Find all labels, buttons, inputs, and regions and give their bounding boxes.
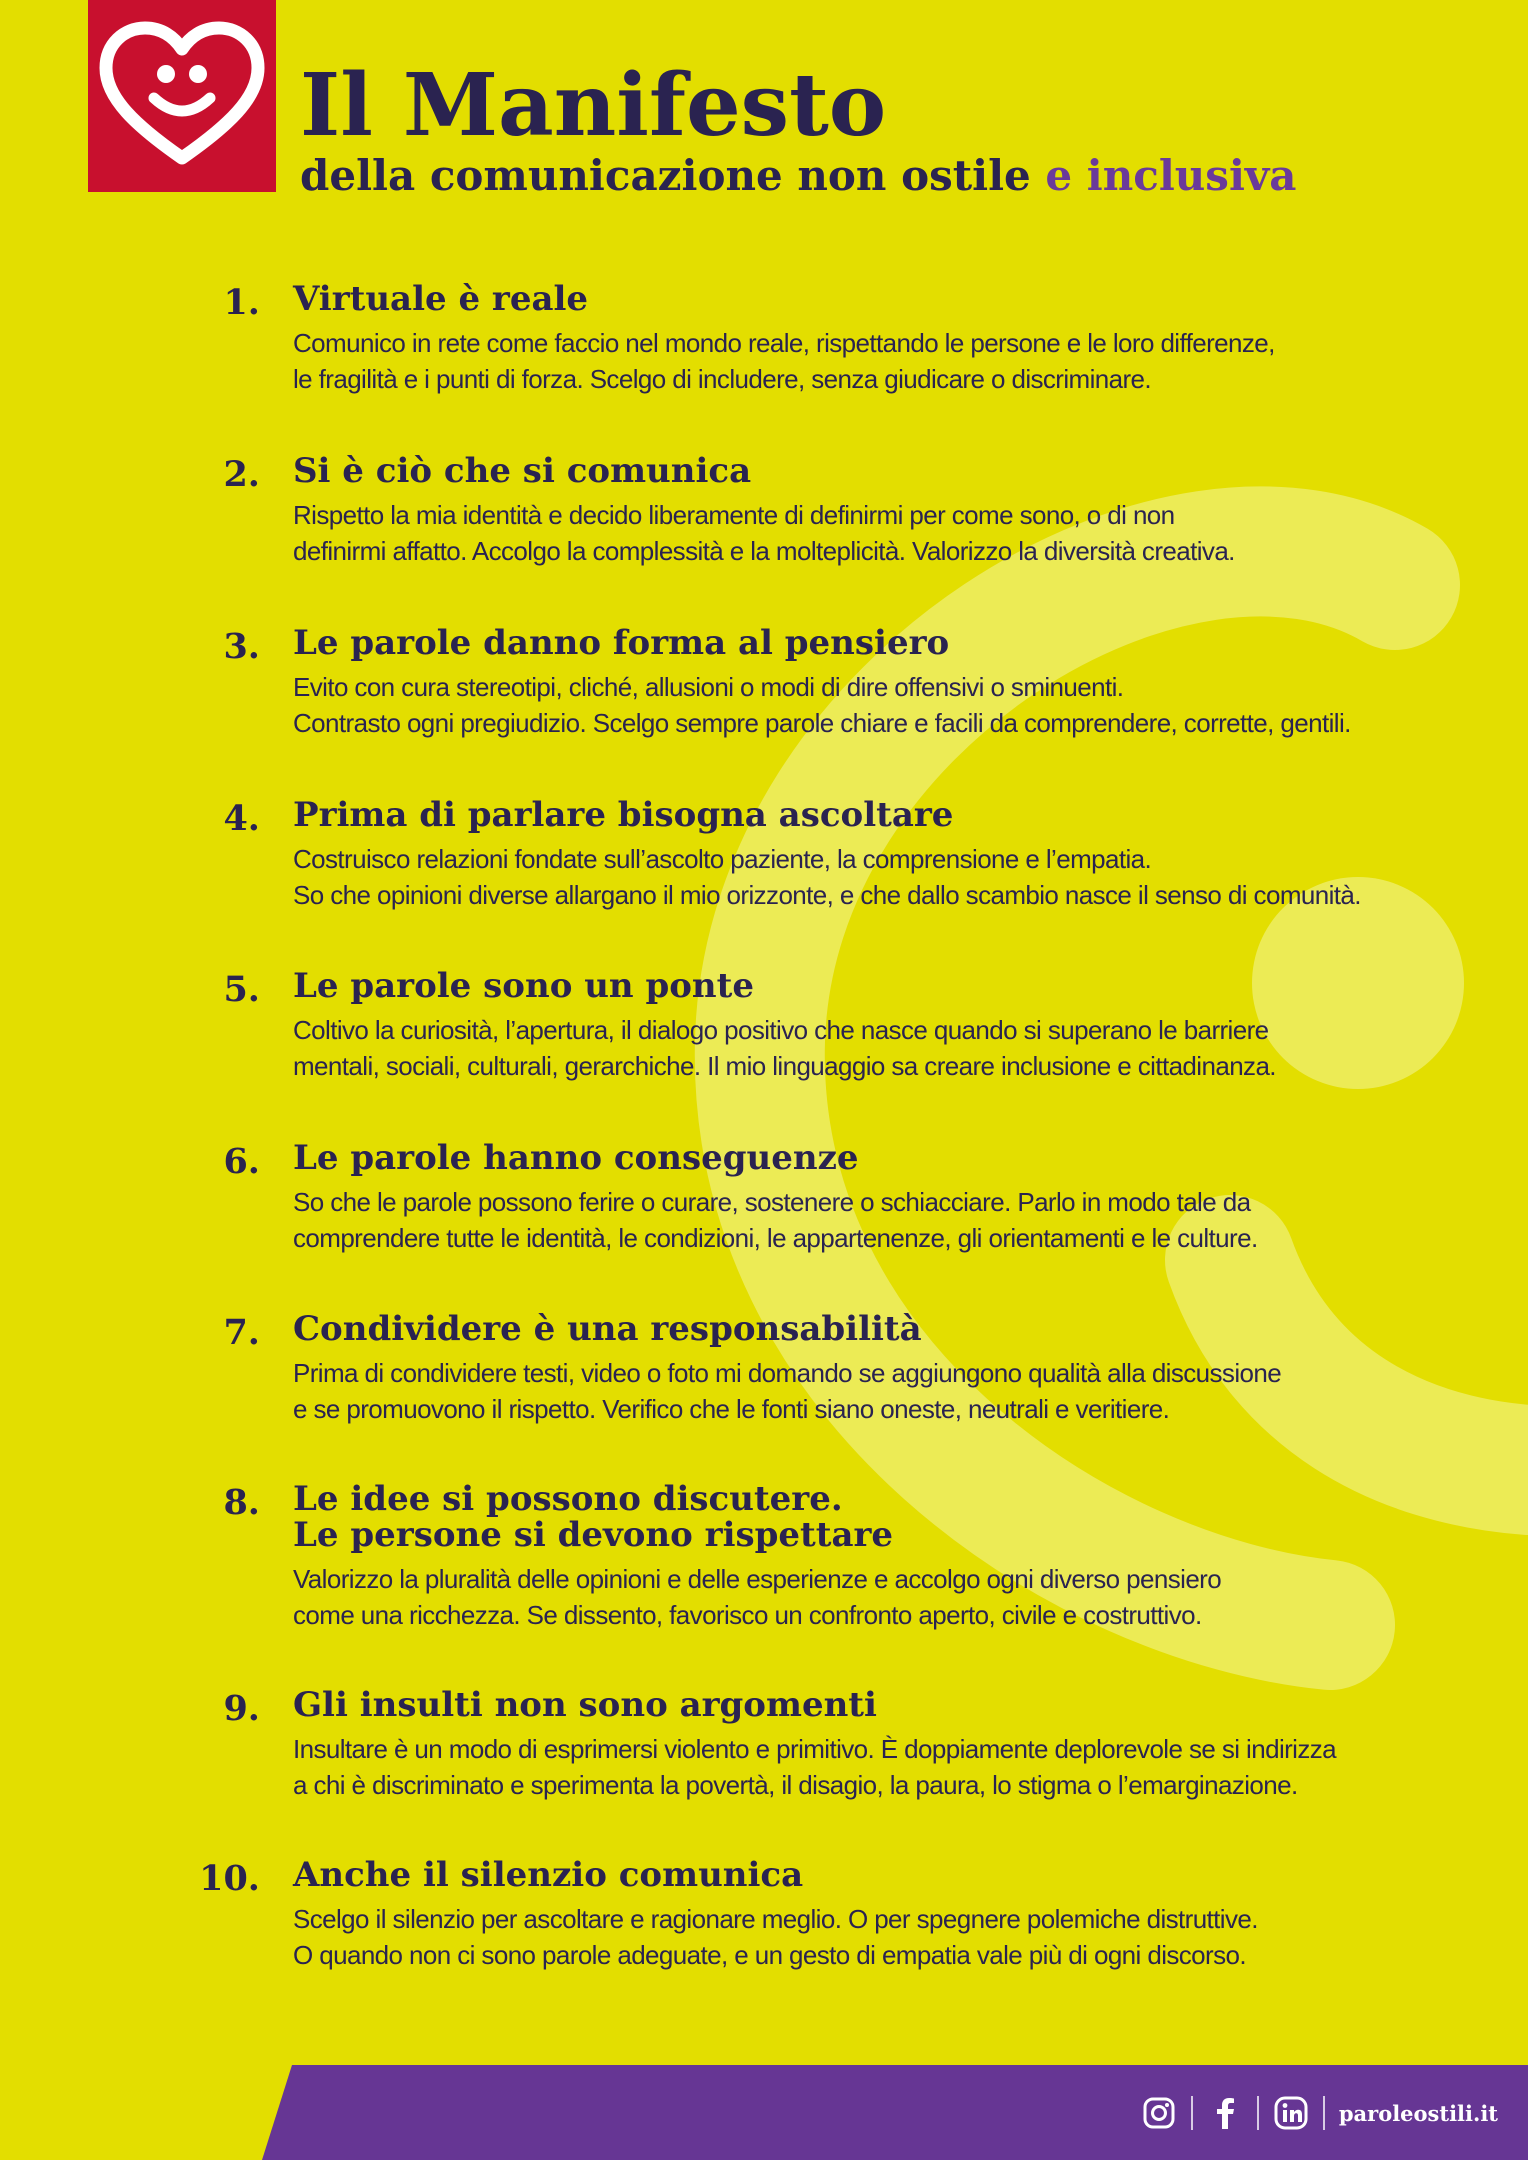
- item-text-line: Insultare è un modo di esprimersi violento e primitivo. È doppiamente deplorevole se si indirizza: [293, 1734, 1337, 1764]
- item-text: [293, 1012, 1498, 1084]
- item-title: Virtuale è reale: [293, 279, 589, 319]
- item-text-line: Contrasto ogni pregiudizio. Scelgo sempre parole chiare e facili da comprendere, corrette, gentili.: [293, 708, 1351, 738]
- item-text: [293, 1184, 1498, 1256]
- item-text-line: So che le parole possono ferire o curare, sostenere o schiacciare. Parlo in modo tale da: [293, 1187, 1251, 1217]
- website-link[interactable]: paroleostili.it: [1338, 2100, 1498, 2126]
- item-text-line: Rispetto la mia identità e decido liberamente di definirmi per come sono, o di non: [293, 500, 1175, 530]
- item-title-line: Le idee si possono discutere.: [293, 1479, 843, 1519]
- item-number: 10.: [199, 1858, 260, 1899]
- item-text-line: Costruisco relazioni fondate sull’ascolto paziente, la comprensione e l’empatia.: [293, 844, 1152, 874]
- item-text-line: comprendere tutte le identità, le condizioni, le appartenenze, gli orientamenti e le culture.: [293, 1223, 1258, 1253]
- item-text-line: Comunico in rete come faccio nel mondo reale, rispettando le persone e le loro differenze,: [293, 328, 1275, 358]
- item-text: [293, 1731, 1498, 1803]
- item-text-line: O quando non ci sono parole adeguate, e un gesto di empatia vale più di ogni discorso.: [293, 1940, 1246, 1970]
- item-title: Condividere è una responsabilità: [293, 1309, 922, 1349]
- item-text-line: Evito con cura stereotipi, cliché, allusioni o modi di dire offensivi o sminuenti.: [293, 672, 1124, 702]
- subtitle-accent: e inclusiva: [1045, 151, 1297, 200]
- item-text-line: mentali, sociali, culturali, gerarchiche. Il mio linguaggio sa creare inclusione e cittadinanza.: [293, 1051, 1276, 1081]
- item-text: [293, 1355, 1498, 1427]
- logo-heart-smile: [88, 0, 276, 192]
- footer-social-links: [1133, 2090, 1498, 2136]
- item-number: 9.: [223, 1688, 260, 1729]
- item-text: [293, 669, 1498, 741]
- item-text-line: So che opinioni diverse allargano il mio orizzonte, e che dallo scambio nasce il senso di comunità.: [293, 880, 1361, 910]
- instagram-icon[interactable]: [1141, 2095, 1177, 2131]
- item-text-line: definirmi affatto. Accolgo la complessità e la molteplicità. Valorizzo la diversità creativa.: [293, 536, 1235, 566]
- footer-separator: [1323, 2096, 1325, 2130]
- item-text: [293, 497, 1498, 569]
- item-title: Le parole danno forma al pensiero: [293, 623, 950, 663]
- item-title: Le parole hanno conseguenze: [293, 1138, 859, 1178]
- item-title: Prima di parlare bisogna ascoltare: [293, 795, 954, 835]
- item-text-line: le fragilità e i punti di forza. Scelgo di includere, senza giudicare o discriminare.: [293, 364, 1152, 394]
- linkedin-icon[interactable]: [1273, 2095, 1309, 2131]
- item-text-line: a chi è discriminato e sperimenta la povertà, il disagio, la paura, lo stigma o l’emarginazione.: [293, 1770, 1298, 1800]
- item-text-line: Scelgo il silenzio per ascoltare e ragionare meglio. O per spegnere polemiche distruttive.: [293, 1904, 1258, 1934]
- item-text-line: come una ricchezza. Se dissento, favorisco un confronto aperto, civile e costruttivo.: [293, 1600, 1202, 1630]
- item-text-line: e se promuovono il rispetto. Verifico che le fonti siano oneste, neutrali e veritiere.: [293, 1394, 1170, 1424]
- item-text-line: Valorizzo la pluralità delle opinioni e delle esperienze e accolgo ogni diverso pensiero: [293, 1564, 1222, 1594]
- item-number: 7.: [223, 1312, 260, 1353]
- item-number: 5.: [223, 969, 260, 1010]
- item-title: Gli insulti non sono argomenti: [293, 1685, 877, 1725]
- item-text: [293, 1561, 1498, 1633]
- page-subtitle: [300, 148, 1297, 204]
- footer-separator: [1257, 2096, 1259, 2130]
- item-title: Le parole sono un ponte: [293, 966, 754, 1006]
- item-number: 2.: [223, 454, 260, 495]
- heart-smile-icon: [88, 0, 276, 192]
- item-number: 6.: [223, 1141, 260, 1182]
- item-text-line: Prima di condividere testi, video o foto mi domando se aggiungono qualità alla discussione: [293, 1358, 1282, 1388]
- item-text: [293, 325, 1498, 397]
- item-number: 8.: [223, 1482, 260, 1523]
- footer-separator: [1191, 2096, 1193, 2130]
- item-title-line: Le persone si devono rispettare: [293, 1515, 894, 1555]
- item-title: [293, 1481, 1493, 1553]
- item-number: 3.: [223, 626, 260, 667]
- item-title: Si è ciò che si comunica: [293, 451, 752, 491]
- item-number: 4.: [223, 798, 260, 839]
- page-title: Il Manifesto: [300, 55, 887, 156]
- item-title: Anche il silenzio comunica: [293, 1855, 804, 1895]
- item-text: [293, 841, 1498, 913]
- item-number: 1.: [223, 282, 260, 323]
- facebook-icon[interactable]: [1207, 2095, 1243, 2131]
- subtitle-main: della comunicazione non ostile: [300, 151, 1031, 200]
- item-text-line: Coltivo la curiosità, l’apertura, il dialogo positivo che nasce quando si superano le barriere: [293, 1015, 1269, 1045]
- item-text: [293, 1901, 1498, 1973]
